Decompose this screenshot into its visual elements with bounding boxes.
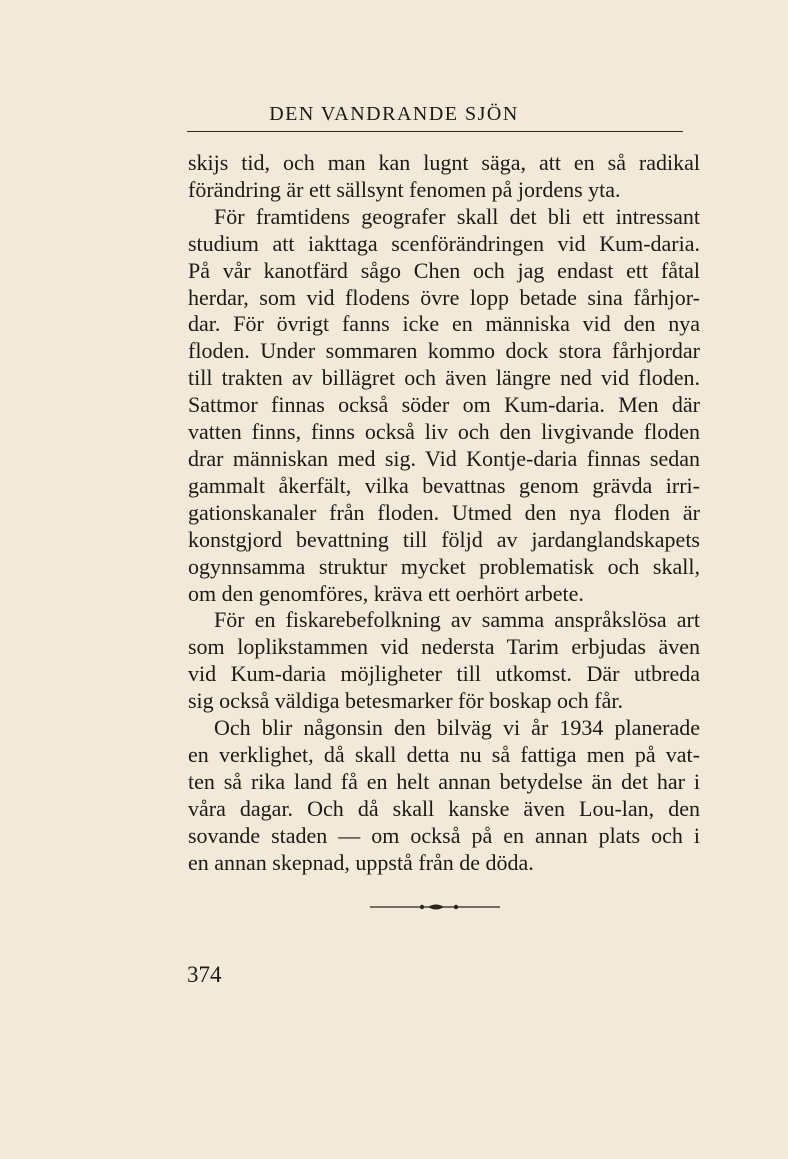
text-line: vid Kum-daria möjligheter till utkomst. Där utbreda	[188, 661, 700, 687]
text-line: sovande staden — om också på en annan plats och i	[188, 822, 700, 848]
text-line: ogynnsamma struktur mycket problematisk och skall,	[188, 553, 700, 579]
text-line: om den genomföres, kräva ett oerhört arbete.	[188, 580, 584, 606]
text-line: dar. För övrigt fanns icke en människa vid den nya	[188, 311, 700, 337]
text-line: studium att iakttaga scenförändringen vid Kum-daria.	[188, 230, 700, 256]
running-head: DEN VANDRANDE SJÖN	[269, 103, 519, 125]
text-line: drar människan med sig. Vid Kontje-daria finnas sedan	[188, 445, 700, 471]
text-line: På vår kanotfärd sågo Chen och jag endast ett fåtal	[188, 257, 700, 283]
text-line: herdar, som vid flodens övre lopp betade sina fårhjor-	[188, 284, 700, 310]
text-line: floden. Under sommaren kommo dock stora fårhjordar	[188, 338, 700, 364]
text-line: till trakten av billägret och även längre ned vid floden.	[188, 365, 700, 391]
text-line: konstgjord bevattning till följd av jardanglandskapets	[188, 526, 700, 552]
text-line: förändring är ett sällsynt fenomen på jordens yta.	[188, 176, 621, 202]
text-line: gationskanaler från floden. Utmed den nya floden är	[188, 499, 700, 525]
text-line: vatten finns, finns också liv och den livgivande floden	[188, 419, 700, 445]
text-line: För framtidens geografer skall det bli ett intressant	[214, 203, 700, 229]
text-line: gammalt åkerfält, vilka bevattnas genom grävda irri-	[188, 472, 700, 498]
text-line: sig också väldiga betesmarker för boskap och får.	[188, 688, 623, 714]
text-line: Och blir någonsin den bilväg vi år 1934 planerade	[214, 715, 700, 741]
text-line: ten så rika land få en helt annan betydelse än det har i	[188, 768, 700, 794]
text-line: våra dagar. Och då skall kanske även Lou-lan, den	[188, 795, 700, 821]
body-text	[188, 150, 700, 876]
text-line: en annan skepnad, uppstå från de döda.	[188, 849, 534, 875]
text-line: skijs tid, och man kan lugnt säga, att en så radikal	[188, 150, 700, 175]
page-number: 374	[187, 962, 222, 987]
tailpiece-ornament	[370, 900, 500, 914]
text-line: som loplikstammen vid nedersta Tarim erbjudas även	[188, 634, 700, 660]
text-line: För en fiskarebefolkning av samma anspråkslösa art	[214, 607, 700, 633]
header-rule	[187, 131, 683, 132]
text-line: en verklighet, då skall detta nu så fattiga men på vat-	[188, 741, 700, 767]
text-line: Sattmor finnas också söder om Kum-daria. Men där	[188, 392, 700, 418]
